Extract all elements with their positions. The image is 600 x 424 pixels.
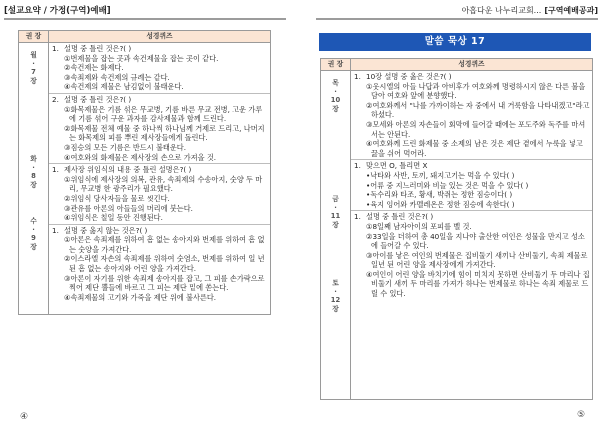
answer-option: ③아이를 낳은 여인의 번제물은 집비둘기 새끼나 산비둘기, 속죄 제물로 일년 된 어린 양을 제사장에게 가져간다. — [366, 250, 588, 270]
answer-option: •독수리와 타조, 황새, 박쥐는 정한 짐승이다( ) — [366, 190, 513, 200]
right-quiz-body — [351, 71, 593, 400]
question-number: 1. — [354, 212, 361, 222]
question-text: 맞으면 O, 틀리면 X — [366, 161, 428, 171]
question-text: 설명 중 틀린 것은?( ) — [366, 212, 434, 222]
answer-option: •어류 중 지느러미와 비늘 있는 것은 먹을 수 있다( ) — [366, 180, 529, 190]
answer-option: ①위임식에 제사장의 의복, 관유, 속죄제의 수송아지, 숫양 두 마리, 무교병 한 광주리가 필요했다. — [64, 174, 263, 194]
day-chapter-label: 수 · 9 장 — [30, 217, 37, 251]
answer-option: ②속건제는 화제다. — [64, 63, 124, 73]
question-line — [52, 165, 268, 175]
answer-option: ②화목제물 전체 예물 중 하나씩 하나님께 거제로 드리고, 나머지는 화목제의 피를 뿌린 제사장들에게 돌린다. — [64, 123, 265, 143]
meditation-banner: 말씀 묵상 17 — [319, 33, 591, 51]
quiz-question — [351, 159, 592, 210]
answer-option: ③아론이 자기를 위한 속죄제 송아지를 잡고, 그 피를 손가락으로 찍어 제단 뿔들에 바르고 그 피는 제단 밑에 쏟는다. — [64, 273, 265, 293]
right-header-prefix: 아홉다운 나누리교회... — [461, 6, 542, 15]
answer-option: ④속죄제물의 고기와 가죽을 제단 위에 불사른다. — [64, 292, 217, 302]
question-text: 설명 중 틀린 것은?( ) — [64, 44, 132, 53]
question-text: 10장 설명 중 옳은 것은?( ) — [366, 72, 452, 81]
answer-option: ②이스라엘 자손의 속죄제를 위하여 숫염소, 번제를 위하여 일 년 된 흠 없는 송아지와 어린 양을 가져간다. — [64, 254, 265, 274]
question-number: 1. — [354, 161, 361, 171]
question-text: 제사장 위임식의 내용 중 틀린 설명은?( ) — [64, 165, 192, 175]
right-side-label-cell — [321, 71, 351, 400]
question-number: 1. — [52, 165, 59, 175]
answer-option: ④여호와의 화제물은 제사장의 손으로 가져올 것. — [64, 152, 217, 162]
answer-option: ①8일째 남자아이의 포피를 벨 것. — [366, 221, 472, 231]
quiz-question — [351, 210, 592, 299]
answer-option: ②33일을 더하여 총 40일을 지나야 출산한 여인은 성물을 만지고 성소에 들어갈 수 있다. — [366, 231, 585, 251]
question-text: 설명 중 틀린 것은?( ) — [64, 94, 132, 104]
question-text: 설명 중 옳지 않는 것은?( ) — [64, 225, 148, 235]
question-line — [354, 212, 590, 222]
left-col-bible-quiz: 성경퀴즈 — [49, 31, 271, 43]
answer-option: •낙타와 사반, 토끼, 돼지고기는 먹을 수 있다( ) — [366, 170, 515, 180]
answer-option: ①번제물을 잡는 곳과 속건제물을 잡는 곳이 같다. — [64, 53, 219, 63]
left-col-book-chapter: 권 장 — [19, 31, 49, 43]
answer-option: ③짐승의 모든 기름은 반드시 불태운다. — [64, 142, 187, 152]
answer-option: ③관유를 아론의 아들들의 머리에 붓는다. — [64, 203, 193, 213]
answer-option: ①화목제물은 기름 섞은 무교병, 기름 바른 무교 전병, 고운 가루에 기름 섞어 구운 과자를 감사제물과 함께 드린다. — [64, 104, 263, 124]
answer-option: ③속죄제와 속건제의 규례는 같다. — [64, 72, 170, 82]
question-number: 1. — [354, 72, 361, 81]
day-chapter-label: 토 · 12 장 — [330, 279, 341, 313]
day-chapter-label: 월 · 7 장 — [30, 51, 37, 85]
left-page-number: ④ — [20, 412, 29, 422]
question-line — [354, 161, 590, 171]
quiz-question — [49, 224, 270, 304]
left-day-labels — [19, 43, 48, 307]
question-number: 1. — [52, 44, 59, 53]
day-chapter-label — [19, 99, 48, 151]
question-line — [52, 95, 268, 105]
left-page-header: [설교요약 / 가정(구역)예배] — [4, 4, 286, 20]
answer-option: ③모세와 아론의 자손들이 회막에 들어갈 때에는 포도주와 독주를 마셔서는 안된다. — [366, 119, 586, 139]
right-page — [300, 0, 600, 424]
day-chapter-label: 목 · 10 장 — [330, 79, 341, 113]
right-header-title: [구역예배공과] — [544, 6, 598, 15]
answer-option: ④위임식은 칠일 동안 진행된다. — [64, 213, 163, 223]
answer-option: ①아론은 속죄제를 위하여 흠 없는 송아지와 번제를 위하여 흠 없는 숫양을 가져간다. — [64, 235, 265, 254]
question-line — [354, 72, 590, 82]
answer-option: ①웃시엘의 아들 나답과 아비후가 여호와께 명령하시지 않은 다른 불을 담아 여호와 앞에 분향했다. — [366, 81, 586, 101]
quiz-question — [49, 43, 270, 93]
answer-option: ④여호와께 드린 화제물 중 소제의 남은 것은 제단 곁에서 누룩을 넣고 끓을 쉬어 먹어라. — [366, 139, 583, 158]
left-quiz-body — [49, 43, 271, 315]
right-day-labels — [321, 71, 350, 399]
day-chapter-label: 화 · 8 장 — [30, 155, 37, 189]
question-line — [52, 226, 268, 236]
right-page-number: ⑤ — [577, 410, 586, 420]
left-quiz-table — [18, 30, 271, 315]
quiz-question — [49, 93, 270, 163]
right-col-bible-quiz: 성경퀴즈 — [351, 59, 593, 71]
right-page-header — [316, 4, 598, 20]
left-side-label-cell — [19, 43, 49, 315]
answer-option: •육지 잉어와 카멜레온은 정한 짐승에 속한다( ) — [366, 199, 515, 209]
right-quiz-table — [320, 58, 593, 400]
answer-option: ④여인이 어린 양을 바치기에 힘이 미치지 못하면 산비둘기 두 마리나 집비둘기 새끼 두 마리를 가져가 하나는 번제물로 하나는 속죄 제물로 드릴 수 있다. — [366, 269, 590, 299]
right-col-book-chapter: 권 장 — [321, 59, 351, 71]
question-number: 1. — [52, 225, 59, 235]
answer-option: ②위임식 당사자들을 물로 씻긴다. — [64, 193, 170, 203]
question-number: 2. — [52, 94, 59, 104]
quiz-question — [351, 71, 592, 159]
answer-option: ②여호와께서 "나를 가까이하는 자 중에서 내 거룩함을 나타내겠고"라고 하셨다. — [366, 100, 590, 120]
question-line — [52, 44, 268, 54]
quiz-question — [49, 163, 270, 224]
day-chapter-label: 금 · 11 장 — [330, 195, 341, 229]
answer-option: ④속건제의 제물은 남김없이 불태운다. — [64, 82, 184, 92]
